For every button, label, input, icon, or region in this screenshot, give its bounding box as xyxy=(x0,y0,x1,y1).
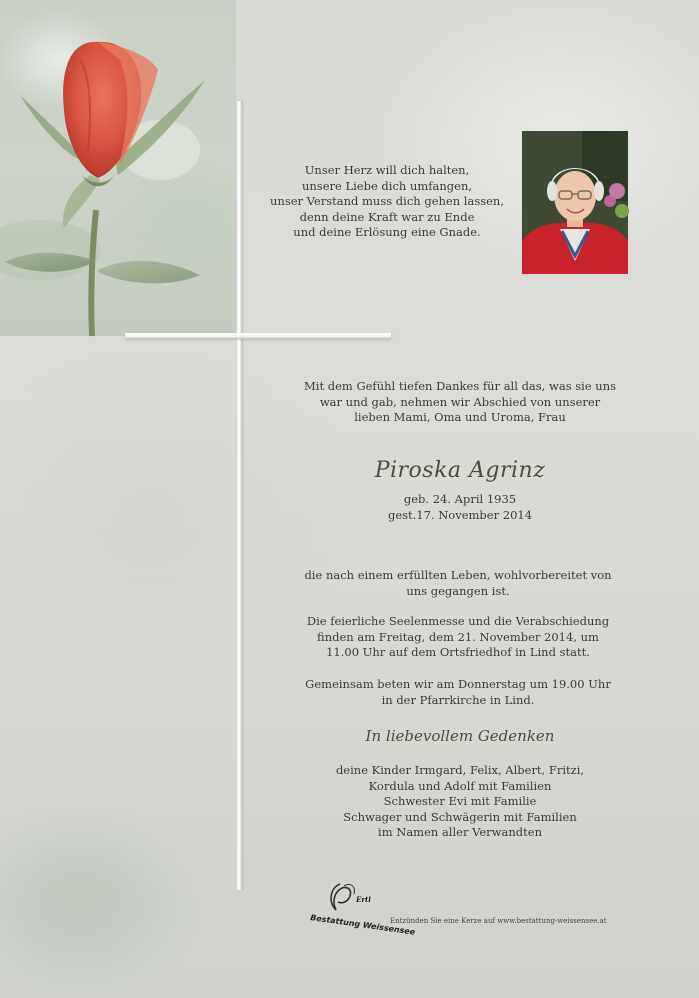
ceremony-text xyxy=(288,614,628,661)
rose-illustration xyxy=(0,0,236,336)
poem-line: Unser Herz will dich halten, xyxy=(304,163,470,177)
mourner-line: im Namen aller Verwandten xyxy=(378,825,542,839)
footer-text[interactable]: Entzünden Sie eine Kerze auf www.bestattung-weissensee.at xyxy=(390,917,607,925)
mourner-line: Schwester Evi mit Familie xyxy=(383,794,537,808)
passing-text xyxy=(288,568,628,599)
intro-line: Mit dem Gefühl tiefen Dankes für all das, was sie uns xyxy=(303,379,617,393)
intro-line: war und gab, nehmen wir Abschied von unserer xyxy=(319,394,601,409)
cross-vertical-beam xyxy=(236,101,242,890)
life-dates xyxy=(330,492,590,523)
funeral-home-logo xyxy=(309,878,416,937)
deceased-name: Piroska Agrinz xyxy=(374,458,546,483)
memorial-heading: In liebevollem Gedenken xyxy=(365,727,555,745)
ceremony-line: finden am Freitag, dem 21. November 2014, um xyxy=(317,629,599,644)
intro-line: lieben Mami, Oma und Uroma, Frau xyxy=(354,410,566,424)
logo-text-main: Bestattung Weissensee xyxy=(309,913,416,937)
passing-line: die nach einem erfüllten Leben, wohlvorbereitet von xyxy=(304,568,612,582)
poem-line: und deine Erlösung eine Gnade. xyxy=(293,225,481,239)
death-date: gest.17. November 2014 xyxy=(387,507,533,522)
logo-text-top: Ertl xyxy=(356,895,371,904)
mourner-line: Kordula und Adolf mit Familien xyxy=(368,778,552,793)
poem-line: unser Verstand muss dich gehen lassen, xyxy=(270,194,504,208)
rose-image xyxy=(0,0,236,336)
prayer-line: in der Pfarrkirche in Lind. xyxy=(381,692,535,707)
poem-line: unsere Liebe dich umfangen, xyxy=(301,178,473,193)
mourner-line: Schwager und Schwägerin mit Familien xyxy=(343,809,577,824)
ceremony-line: Die feierliche Seelenmesse und die Verabschiedung xyxy=(306,614,610,628)
birth-date: geb. 24. April 1935 xyxy=(403,492,517,506)
mourner-line: deine Kinder Irmgard, Felix, Albert, Fritzi, xyxy=(335,763,585,777)
prayer-text xyxy=(288,677,628,708)
poem xyxy=(262,163,512,241)
portrait-illustration xyxy=(522,131,628,274)
portrait-photo xyxy=(522,131,628,274)
poem-line: denn deine Kraft war zu Ende xyxy=(299,209,475,224)
ceremony-line: 11.00 Uhr auf dem Ortsfriedhof in Lind statt. xyxy=(326,645,590,659)
mourners-list xyxy=(290,763,630,841)
intro-text xyxy=(290,379,630,426)
passing-line: uns gegangen ist. xyxy=(406,583,510,598)
footer xyxy=(309,878,650,937)
cross-horizontal-beam xyxy=(125,333,391,339)
prayer-line: Gemeinsam beten wir am Donnerstag um 19.00 Uhr xyxy=(305,677,611,691)
